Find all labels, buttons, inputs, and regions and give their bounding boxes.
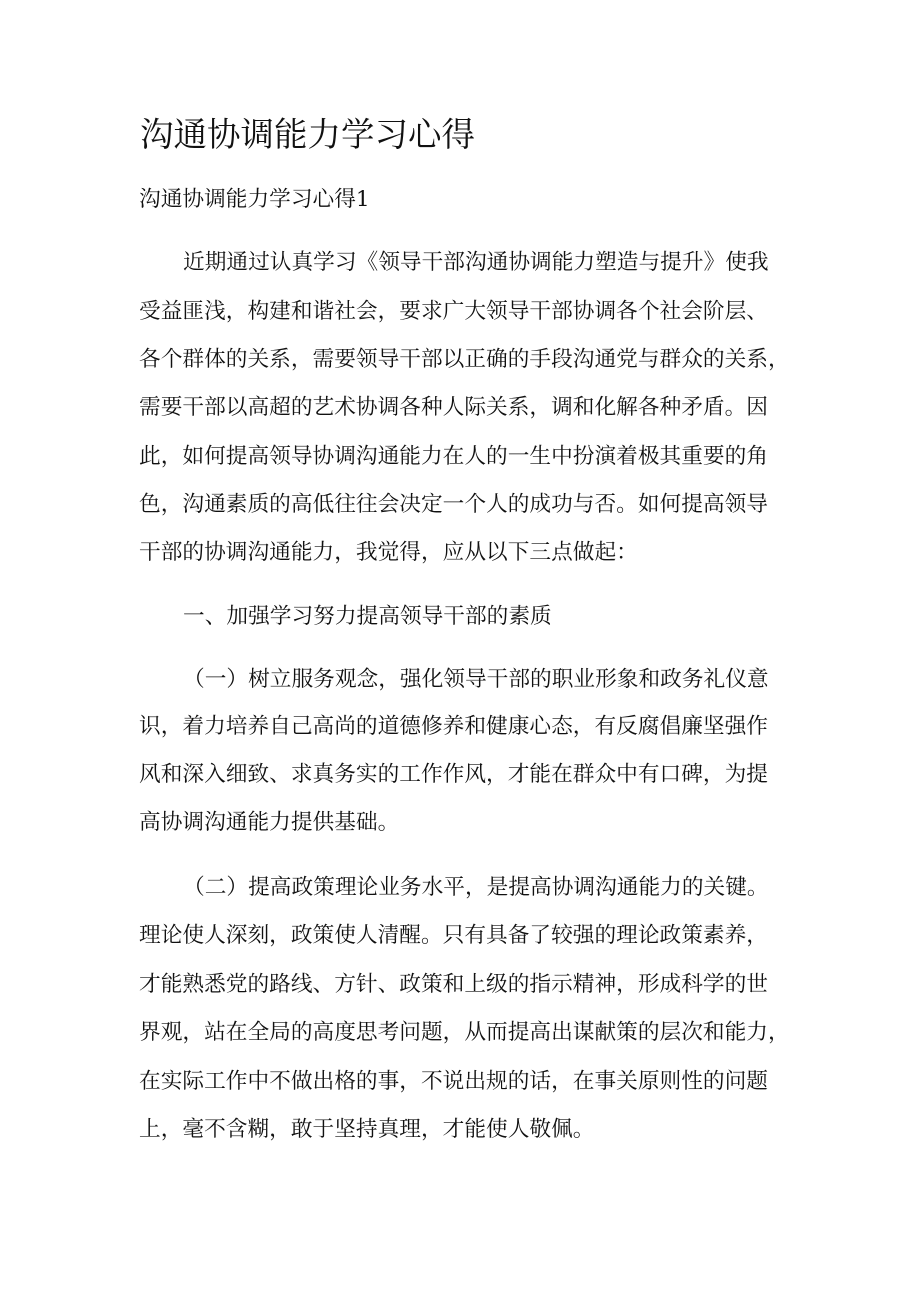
text-line: 需要干部以高超的艺术协调各种人际关系，调和化解各种矛盾。因	[139, 395, 768, 420]
text-line: 才能熟悉党的路线、方针、政策和上级的指示精神，形成科学的世	[139, 972, 768, 997]
text-line: 一、加强学习努力提高领导干部的素质	[183, 604, 552, 629]
text-line: （二）提高政策理论业务水平，是提高协调沟通能力的关键。	[183, 875, 769, 900]
document-title: 沟通协调能力学习心得	[140, 115, 475, 154]
text-line: 近期通过认真学习《领导干部沟通协调能力塑造与提升》使我	[183, 250, 769, 275]
text-line: 理论使人深刻，政策使人清醒。只有具备了较强的理论政策素养，	[139, 923, 768, 948]
text-line: 识，着力培养自己高尚的道德修养和健康心态，有反腐倡廉坚强作	[139, 714, 768, 739]
text-line: 此，如何提高领导协调沟通能力在人的一生中扮演着极其重要的角	[139, 444, 768, 469]
text-line: 各个群体的关系，需要领导干部以正确的手段沟通党与群众的关系，	[139, 347, 790, 372]
text-line: 色，沟通素质的高低往往会决定一个人的成功与否。如何提高领导	[139, 492, 768, 517]
text-line: 界观，站在全局的高度思考问题，从而提高出谋献策的层次和能力，	[139, 1020, 790, 1045]
text-line: 上，毫不含糊，敢于坚持真理，才能使人敬佩。	[139, 1117, 595, 1142]
text-line: 在实际工作中不做出格的事，不说出规的话，在事关原则性的问题	[139, 1069, 768, 1094]
text-line: 干部的协调沟通能力，我觉得，应从以下三点做起：	[139, 540, 638, 565]
text-line: 风和深入细致、求真务实的工作作风，才能在群众中有口碑，为提	[139, 762, 768, 787]
text-line: （一）树立服务观念，强化领导干部的职业形象和政务礼仪意	[183, 667, 769, 692]
section-heading: 沟通协调能力学习心得1	[139, 187, 370, 212]
text-line: 高协调沟通能力提供基础。	[139, 810, 400, 835]
text-line: 受益匪浅，构建和谐社会，要求广大领导干部协调各个社会阶层、	[139, 299, 768, 324]
